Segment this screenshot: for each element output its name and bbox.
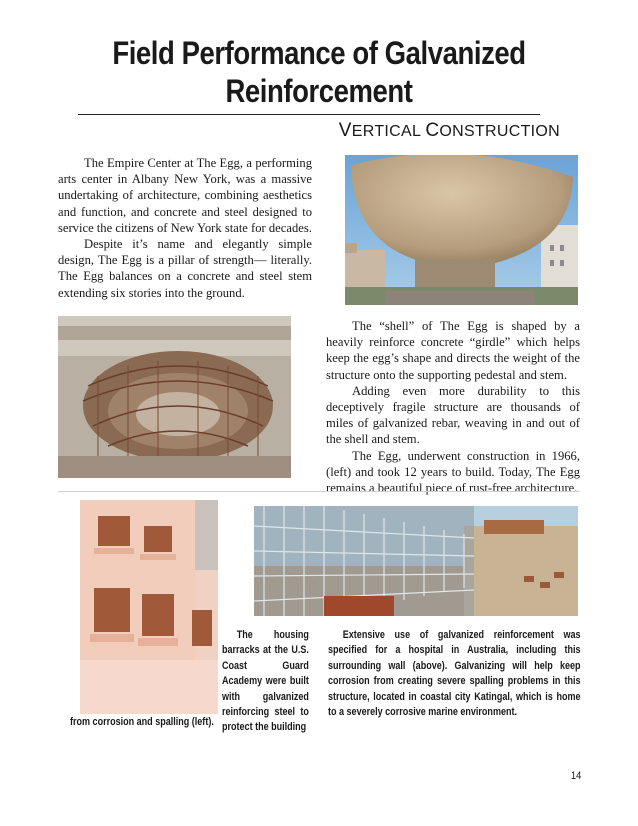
barracks-photo [80,500,218,714]
title-rule [78,114,540,115]
shell-text [326,318,580,496]
page-number: 14 [570,770,582,782]
page-title-line-2: Reinforcement [225,73,413,109]
barracks-caption-tail-text: from corrosion and spalling (left). [70,716,214,728]
page-title [45,34,594,110]
page-title-line-1: Field Performance of Galvanized [112,35,526,71]
egg-photo [345,155,578,305]
section-heading-initial-c: C [425,120,440,141]
intro-text [58,155,312,301]
barracks-caption-text: The housing barracks at the U.S. Coast Guard Academy were built with galvanized reinforcing steel to protect the building [222,629,309,734]
barracks-caption [222,628,309,736]
section-heading-rest-v: ERTICAL [351,123,426,140]
intro-paragraph-1: The Empire Center at The Egg, a performing arts center in Albany New York, was a massive undertaking of architecture, combining aesthetics and function, and concrete and steel designed to service the citizens of New York state for decades. [58,156,312,235]
section-heading-rest-c: ONSTRUCTION [439,123,560,140]
intro-paragraph-2: Despite it’s name and elegantly simple design, The Egg is a pillar of strength— literally. The Egg balances on a concrete and steel stem extending six stories into the ground. [58,237,312,300]
barracks-caption-tail [70,715,234,730]
section-heading-initial-v: V [338,120,352,141]
section-divider [58,491,580,492]
australia-wall-photo [254,506,578,616]
australia-caption-text: Extensive use of galvanized reinforcement was specified for a hospital in Australia, including this surrounding wall (above). Galvanizing will help keep corrosion from creating severe spalling problems in this structure, located in coastal city Katingal, which is home to a severely corrosive marine environment. [328,629,581,719]
egg-construction-photo [58,316,291,478]
section-heading [0,120,560,142]
shell-paragraph-3: The Egg, underwent construction in 1966, (left) and took 12 years to build. Today, The Egg remains a beautiful piece of rust-free architecture. [326,448,580,496]
shell-paragraph-1: The “shell” of The Egg is shaped by a heavily reinforce concrete “girdle” which helps keep the egg’s shape and directs the weight of the structure onto the supporting pedestal and stem. [326,319,580,382]
australia-caption [328,628,581,720]
shell-paragraph-2: Adding even more durability to this deceptively fragile structure are thousands of miles of galvanized rebar, weaving in and out of the shell and stem. [326,383,580,447]
